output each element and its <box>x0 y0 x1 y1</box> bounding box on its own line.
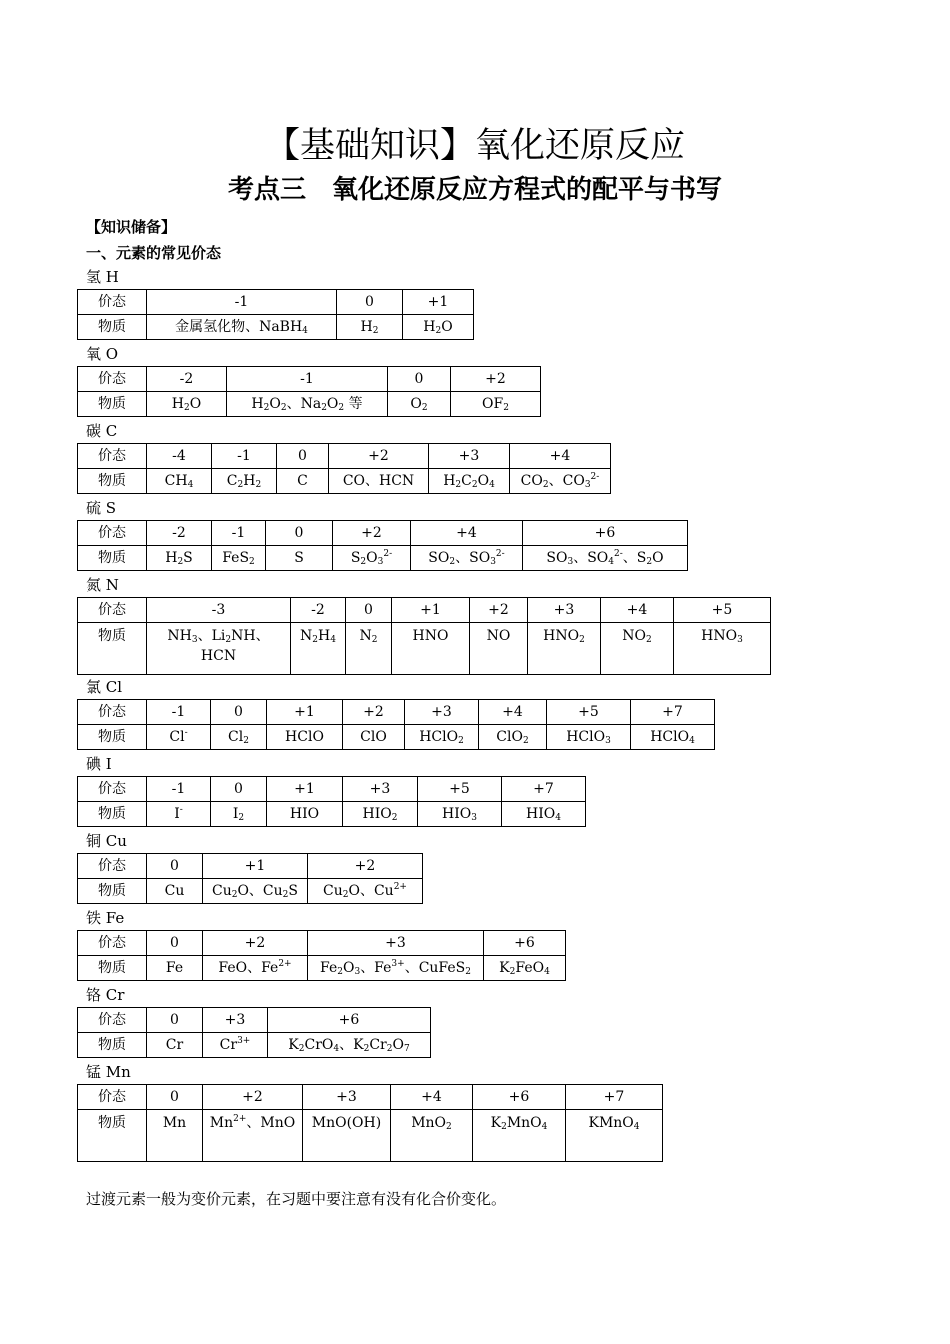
valence-cell: +4 <box>601 598 674 623</box>
substance-cell: S <box>266 546 333 571</box>
substance-cell: MnO$_2$ <box>391 1110 473 1162</box>
valence-cell: 0 <box>147 931 203 956</box>
substance-cell: FeO、$Fe^{2+}$ <box>203 956 308 981</box>
valence-cell: 0 <box>211 700 267 725</box>
element-label: 氧 O <box>86 345 119 363</box>
element-label: 铁 Fe <box>86 909 125 927</box>
substance-cell: $O_2$ <box>388 392 451 417</box>
valence-row-header: 价态 <box>78 700 147 725</box>
valence-row-header: 价态 <box>78 854 147 879</box>
substance-cell: MnO(OH) <box>303 1110 391 1162</box>
valence-cell: +2 <box>329 444 429 469</box>
valence-cell: +5 <box>418 777 502 802</box>
substance-cell: $N_2H_4$ <box>291 623 346 675</box>
substance-row-header: 物质 <box>78 725 147 750</box>
element-label: 硫 S <box>86 499 117 517</box>
substance-cell: $C_2H_2$ <box>212 469 277 494</box>
substance-cell: $H_2S$ <box>147 546 212 571</box>
substance-cell: $HNO_3$ <box>674 623 771 675</box>
valence-cell: -1 <box>147 290 337 315</box>
substance-cell: $CH_4$ <box>147 469 212 494</box>
valence-cell: +4 <box>510 444 611 469</box>
element-label: 锰 Mn <box>86 1063 131 1081</box>
valence-cell: +3 <box>405 700 479 725</box>
substance-cell: $HIO_4$ <box>502 802 586 827</box>
valence-row <box>78 931 566 956</box>
substance-row-header: 物质 <box>78 956 147 981</box>
substance-cell: $H_2O$ <box>147 392 227 417</box>
substance-row <box>78 725 715 750</box>
valence-table <box>77 853 423 904</box>
substance-row-header: 物质 <box>78 392 147 417</box>
substance-row-header: 物质 <box>78 546 147 571</box>
substance-cell: $H_2O_2$、$Na_2O_2$ 等 <box>227 392 388 417</box>
valence-cell: +7 <box>502 777 586 802</box>
valence-cell: +2 <box>203 1085 303 1110</box>
substance-cell: HNO <box>392 623 470 675</box>
substance-cell: I- <box>147 802 211 827</box>
substance-cell: NO <box>470 623 528 675</box>
substance-row <box>78 469 611 494</box>
substance-row <box>78 546 688 571</box>
valence-row-header: 价态 <box>78 777 147 802</box>
substance-cell: $CO_2$、$CO_3^{2-}$ <box>510 469 611 494</box>
substance-cell: $K_2MnO_4$ <box>473 1110 566 1162</box>
valence-cell: +1 <box>267 777 343 802</box>
substance-row-header: 物质 <box>78 469 147 494</box>
substance-cell: $HNO_2$ <box>528 623 601 675</box>
substance-cell: Mn <box>147 1110 203 1162</box>
valence-cell: -1 <box>227 367 388 392</box>
section-tag: 【知识储备】 <box>86 218 177 236</box>
valence-cell: +1 <box>392 598 470 623</box>
valence-cell: +3 <box>203 1008 268 1033</box>
valence-row-header: 价态 <box>78 1008 147 1033</box>
valence-cell: +1 <box>403 290 474 315</box>
page-title: 【基础知识】氧化还原反应 <box>264 126 685 166</box>
substance-row <box>78 802 586 827</box>
substance-cell: $Cu_2O$、$Cu^{2+}$ <box>308 879 423 904</box>
valence-table <box>77 776 586 827</box>
substance-cell: $SO_3$、$SO_4^{2-}$、$S_2O$ <box>523 546 688 571</box>
substance-cell: $Fe_2O_3$、$Fe^{3+}$、CuFeS$_2$ <box>308 956 484 981</box>
substance-cell: $OF_2$ <box>451 392 541 417</box>
substance-row-header: 物质 <box>78 1033 147 1058</box>
valence-cell: -2 <box>147 367 227 392</box>
substance-cell: $N_2$ <box>346 623 392 675</box>
valence-cell: 0 <box>147 854 203 879</box>
substance-cell: FeS$_2$ <box>212 546 266 571</box>
substance-cell: Fe <box>147 956 203 981</box>
valence-cell: +2 <box>343 700 405 725</box>
valence-cell: +6 <box>268 1008 431 1033</box>
valence-row <box>78 444 611 469</box>
valence-cell: +4 <box>411 521 523 546</box>
substance-cell: $Cr^{3+}$ <box>203 1033 268 1058</box>
valence-cell: +4 <box>391 1085 473 1110</box>
valence-cell: +2 <box>308 854 423 879</box>
valence-cell: +3 <box>343 777 418 802</box>
valence-cell: +2 <box>333 521 411 546</box>
substance-cell: KMnO$_4$ <box>566 1110 663 1162</box>
substance-cell: $HIO_3$ <box>418 802 502 827</box>
substance-cell: $S_2O_3^{2-}$ <box>333 546 411 571</box>
valence-row <box>78 598 771 623</box>
substance-cell: ClO$_2$ <box>479 725 547 750</box>
valence-cell: -1 <box>212 444 277 469</box>
substance-cell: Cu <box>147 879 203 904</box>
valence-cell: +7 <box>631 700 715 725</box>
substance-row <box>78 623 771 675</box>
valence-cell: +3 <box>528 598 601 623</box>
substance-row-header: 物质 <box>78 1110 147 1162</box>
valence-cell: 0 <box>277 444 329 469</box>
valence-table <box>77 1007 431 1058</box>
valence-table <box>77 366 541 417</box>
valence-table <box>77 597 771 675</box>
valence-cell: -2 <box>147 521 212 546</box>
substance-row <box>78 1033 431 1058</box>
valence-cell: 0 <box>147 1085 203 1110</box>
valence-table <box>77 443 611 494</box>
valence-cell: +1 <box>267 700 343 725</box>
substance-cell: $H_2$ <box>337 315 403 340</box>
substance-row <box>78 879 423 904</box>
substance-cell: HClO$_4$ <box>631 725 715 750</box>
substance-row-header: 物质 <box>78 802 147 827</box>
valence-table <box>77 520 688 571</box>
valence-cell: 0 <box>337 290 403 315</box>
valence-row-header: 价态 <box>78 367 147 392</box>
substance-cell: $SO_2$、$SO_3^{2-}$ <box>411 546 523 571</box>
valence-cell: +6 <box>473 1085 566 1110</box>
substance-row <box>78 1110 663 1162</box>
element-label: 铜 Cu <box>86 832 127 850</box>
element-label: 碘 I <box>86 755 112 773</box>
substance-cell: $K_2FeO_4$ <box>484 956 566 981</box>
element-label: 氯 Cl <box>86 678 123 696</box>
substance-cell: $Cu_2O$、$Cu_2S$ <box>203 879 308 904</box>
substance-cell: HIO <box>267 802 343 827</box>
page-subtitle: 考点三 氧化还原反应方程式的配平与书写 <box>227 175 722 205</box>
substance-cell: Cl- <box>147 725 211 750</box>
substance-cell: 金属氢化物、NaBH$_4$ <box>147 315 337 340</box>
valence-cell: +3 <box>429 444 510 469</box>
valence-cell: +7 <box>566 1085 663 1110</box>
substance-cell: Cr <box>147 1033 203 1058</box>
substance-row <box>78 315 474 340</box>
valence-cell: 0 <box>388 367 451 392</box>
valence-cell: -1 <box>212 521 266 546</box>
valence-cell: 0 <box>147 1008 203 1033</box>
substance-cell: $H_2O$ <box>403 315 474 340</box>
substance-cell: $HIO_2$ <box>343 802 418 827</box>
substance-cell: $Mn^{2+}$、MnO <box>203 1110 303 1162</box>
valence-cell: +5 <box>547 700 631 725</box>
substance-cell: $H_2C_2O_4$ <box>429 469 510 494</box>
valence-cell: +1 <box>203 854 308 879</box>
valence-table <box>77 930 566 981</box>
valence-row-header: 价态 <box>78 1085 147 1110</box>
valence-cell: +2 <box>451 367 541 392</box>
element-label: 铬 Cr <box>86 986 125 1004</box>
substance-cell: CO、HCN <box>329 469 429 494</box>
valence-row <box>78 290 474 315</box>
valence-row-header: 价态 <box>78 290 147 315</box>
substance-cell: ClO <box>343 725 405 750</box>
section-heading: 一、元素的常见价态 <box>86 244 222 262</box>
element-label: 氢 H <box>86 268 119 286</box>
valence-cell: +3 <box>303 1085 391 1110</box>
valence-row-header: 价态 <box>78 444 147 469</box>
valence-cell: +4 <box>479 700 547 725</box>
valence-cell: 0 <box>346 598 392 623</box>
substance-cell: $I_2$ <box>211 802 267 827</box>
valence-cell: +6 <box>523 521 688 546</box>
valence-cell: 0 <box>211 777 267 802</box>
valence-row <box>78 854 423 879</box>
valence-cell: +5 <box>674 598 771 623</box>
element-label: 氮 N <box>86 576 119 594</box>
valence-cell: -3 <box>147 598 291 623</box>
substance-cell: HClO <box>267 725 343 750</box>
valence-table <box>77 699 715 750</box>
valence-row-header: 价态 <box>78 931 147 956</box>
substance-cell: C <box>277 469 329 494</box>
substance-row-header: 物质 <box>78 879 147 904</box>
valence-cell: -1 <box>147 700 211 725</box>
valence-row <box>78 1085 663 1110</box>
substance-cell: $Cl_2$ <box>211 725 267 750</box>
valence-row <box>78 777 586 802</box>
element-label: 碳 C <box>86 422 118 440</box>
valence-cell: -4 <box>147 444 212 469</box>
valence-row <box>78 1008 431 1033</box>
valence-cell: +2 <box>470 598 528 623</box>
substance-cell: HClO$_2$ <box>405 725 479 750</box>
valence-row <box>78 521 688 546</box>
valence-row-header: 价态 <box>78 521 147 546</box>
valence-row-header: 价态 <box>78 598 147 623</box>
substance-row <box>78 392 541 417</box>
substance-cell: $NO_2$ <box>601 623 674 675</box>
valence-row <box>78 700 715 725</box>
substance-cell: $K_2CrO_4$、$K_2Cr_2O_7$ <box>268 1033 431 1058</box>
substance-row-header: 物质 <box>78 315 147 340</box>
valence-table <box>77 289 474 340</box>
substance-cell: $NH_3$、$Li_2NH$、HCN <box>147 623 291 675</box>
valence-row <box>78 367 541 392</box>
valence-cell: +3 <box>308 931 484 956</box>
valence-cell: +2 <box>203 931 308 956</box>
valence-cell: +6 <box>484 931 566 956</box>
valence-table <box>77 1084 663 1162</box>
valence-cell: 0 <box>266 521 333 546</box>
substance-row <box>78 956 566 981</box>
valence-cell: -2 <box>291 598 346 623</box>
valence-cell: -1 <box>147 777 211 802</box>
footer-note: 过渡元素一般为变价元素，在习题中要注意有没有化合价变化。 <box>86 1190 507 1208</box>
substance-row-header: 物质 <box>78 623 147 675</box>
substance-cell: HClO$_3$ <box>547 725 631 750</box>
